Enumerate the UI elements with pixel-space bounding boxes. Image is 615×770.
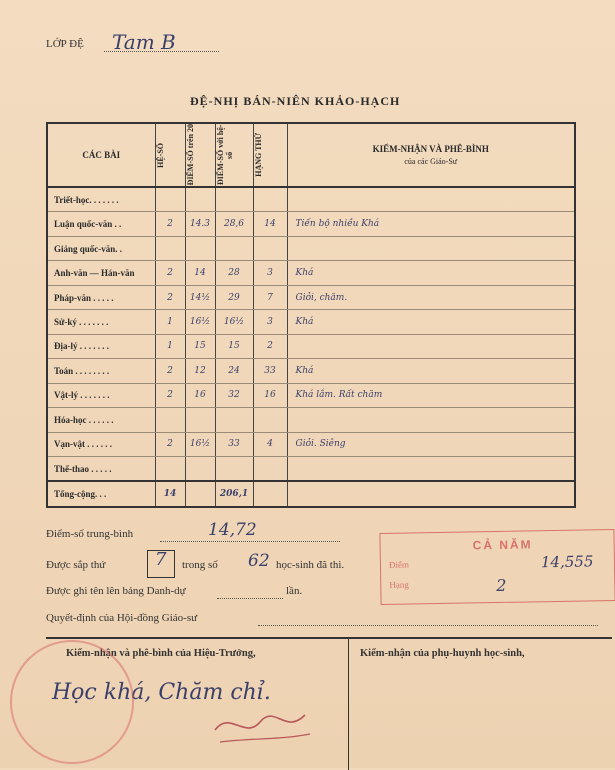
score-cell: 16 [185, 383, 215, 407]
weighted-cell: 15 [215, 334, 253, 358]
weighted-cell: 28 [215, 261, 253, 285]
score-cell [185, 481, 215, 507]
coefficient-cell: 1 [155, 334, 185, 358]
stamp-value2: 2 [496, 575, 507, 596]
remark-cell: Tiến bộ nhiều Khá [287, 212, 575, 236]
remark-cell: Giỏi, chăm. [287, 285, 575, 309]
year-summary-stamp [379, 529, 615, 605]
header-score: ĐIỂM-SỐ trên 20 [185, 123, 215, 187]
table-row [47, 285, 575, 309]
council-label: Quyết-định của Hội-đồng Giáo-sư [46, 612, 198, 624]
rank-value: 7 [155, 549, 167, 570]
score-cell: 14.3 [185, 212, 215, 236]
grades-table [46, 122, 576, 508]
rank-cell: 3 [253, 261, 287, 285]
score-cell: 12 [185, 359, 215, 383]
coefficient-cell: 2 [155, 359, 185, 383]
weighted-cell: 28,6 [215, 212, 253, 236]
weighted-cell: 33 [215, 432, 253, 456]
table-row [47, 456, 575, 481]
subject-cell: Địa-lý . . . . . . . [47, 334, 155, 358]
score-cell: 16½ [185, 432, 215, 456]
weighted-cell [215, 187, 253, 212]
coefficient-cell: 2 [155, 261, 185, 285]
rank-suffix: học-sinh đã thi. [276, 559, 345, 571]
rank-prefix: Được sắp thứ [46, 559, 106, 571]
table-row [47, 212, 575, 236]
rank-total: 62 [248, 551, 270, 571]
coefficient-cell: 1 [155, 310, 185, 334]
table-row [47, 432, 575, 456]
coefficient-cell: 2 [155, 285, 185, 309]
remark-cell: Khá [287, 310, 575, 334]
class-value: Tam B [112, 30, 176, 54]
score-cell [185, 236, 215, 260]
subject-cell: Toán . . . . . . . . [47, 359, 155, 383]
total-row [47, 481, 575, 507]
rank-cell: 16 [253, 383, 287, 407]
remark-cell [287, 236, 575, 260]
weighted-cell [215, 236, 253, 260]
remark-cell: Khá [287, 359, 575, 383]
table-row [47, 383, 575, 407]
rank-mid: trong số [182, 559, 218, 571]
table-row [47, 187, 575, 212]
rank-cell [253, 456, 287, 481]
coefficient-cell [155, 187, 185, 212]
subject-cell: Hóa-học . . . . . . [47, 408, 155, 432]
remark-cell [287, 408, 575, 432]
weighted-cell: 32 [215, 383, 253, 407]
coefficient-cell [155, 456, 185, 481]
score-cell [185, 456, 215, 481]
table-row [47, 359, 575, 383]
score-cell [185, 187, 215, 212]
header-rank: HẠNG THỨ [253, 123, 287, 187]
rank-cell [253, 481, 287, 507]
subject-cell: Giảng quốc-văn. . [47, 236, 155, 260]
table-row [47, 408, 575, 432]
subject-cell: Sử-ký . . . . . . . [47, 310, 155, 334]
table-row [47, 261, 575, 285]
honor-label: Được ghi tên lên bảng Danh-dự [46, 585, 186, 597]
weighted-cell: 206,1 [215, 481, 253, 507]
table-row [47, 310, 575, 334]
council-dotline [258, 625, 598, 626]
rank-cell [253, 236, 287, 260]
score-cell: 14½ [185, 285, 215, 309]
score-cell: 15 [185, 334, 215, 358]
header-coefficient: HỆ-SỐ [155, 123, 185, 187]
rank-cell: 14 [253, 212, 287, 236]
score-cell: 14 [185, 261, 215, 285]
remark-cell: Khá [287, 261, 575, 285]
coefficient-cell [155, 408, 185, 432]
weighted-cell [215, 456, 253, 481]
weighted-cell: 24 [215, 359, 253, 383]
honor-suffix: lần. [286, 585, 303, 597]
stamp-value1: 14,555 [540, 552, 594, 572]
score-cell: 16½ [185, 310, 215, 334]
remark-cell: Giỏi. Siêng [287, 432, 575, 456]
coefficient-cell: 14 [155, 481, 185, 507]
rank-cell: 3 [253, 310, 287, 334]
header-subjects: CÁC BÀI [47, 123, 155, 187]
coefficient-cell [155, 236, 185, 260]
remark-cell [287, 481, 575, 507]
table-row [47, 334, 575, 358]
remark-cell [287, 334, 575, 358]
stamp-line1: Điểm [388, 559, 410, 570]
honor-dotline [217, 598, 283, 599]
parent-label: Kiểm-nhận của phụ-huynh học-sinh, [360, 648, 525, 659]
subject-cell: Vạn-vật . . . . . . [47, 432, 155, 456]
subject-cell: Thể-thao . . . . . [47, 456, 155, 481]
average-dotline [160, 541, 340, 542]
rank-cell: 33 [253, 359, 287, 383]
score-cell [185, 408, 215, 432]
weighted-cell: 29 [215, 285, 253, 309]
rank-cell [253, 408, 287, 432]
signature-divider [348, 639, 349, 770]
table-row [47, 236, 575, 260]
page-title: ĐỆ-NHỊ BÁN-NIÊN KHẢO-HẠCH [190, 94, 401, 108]
remark-cell [287, 456, 575, 481]
subject-cell: Luận quốc-văn . . [47, 212, 155, 236]
weighted-cell [215, 408, 253, 432]
remark-cell [287, 187, 575, 212]
coefficient-cell: 2 [155, 432, 185, 456]
stamp-title: CẢ NĂM [472, 537, 533, 553]
subject-cell: Vật-lý . . . . . . . [47, 383, 155, 407]
average-value: 14,72 [208, 520, 257, 540]
rank-cell: 7 [253, 285, 287, 309]
class-label: LỚP ĐỆ [46, 38, 84, 50]
coefficient-cell: 2 [155, 212, 185, 236]
average-label: Điểm-số trung-bình [46, 528, 134, 540]
rank-cell: 4 [253, 432, 287, 456]
table-header-row [47, 123, 575, 187]
subject-cell: Anh-văn — Hán-văn [47, 261, 155, 285]
subject-cell: Tổng-cộng. . . [47, 481, 155, 507]
header-remarks: KIỂM-NHẬN VÀ PHÊ-BÌNH của các Giáo-Sư [287, 123, 575, 187]
weighted-cell: 16½ [215, 310, 253, 334]
stamp-line2: Hạng [389, 579, 409, 590]
header-weighted: ĐIỂM-SỐ với hệ-số [215, 123, 253, 187]
rank-cell: 2 [253, 334, 287, 358]
remark-cell: Khá lắm. Rất chăm [287, 383, 575, 407]
coefficient-cell: 2 [155, 383, 185, 407]
subject-cell: Triết-học. . . . . . . [47, 187, 155, 212]
subject-cell: Pháp-văn . . . . . [47, 285, 155, 309]
rank-cell [253, 187, 287, 212]
principal-label: Kiểm-nhận và phê-bình của Hiệu-Trưởng, [66, 648, 256, 659]
principal-comment: Học khá, Chăm chỉ. [52, 680, 271, 705]
principal-signature [210, 700, 320, 750]
school-seal [10, 640, 134, 764]
